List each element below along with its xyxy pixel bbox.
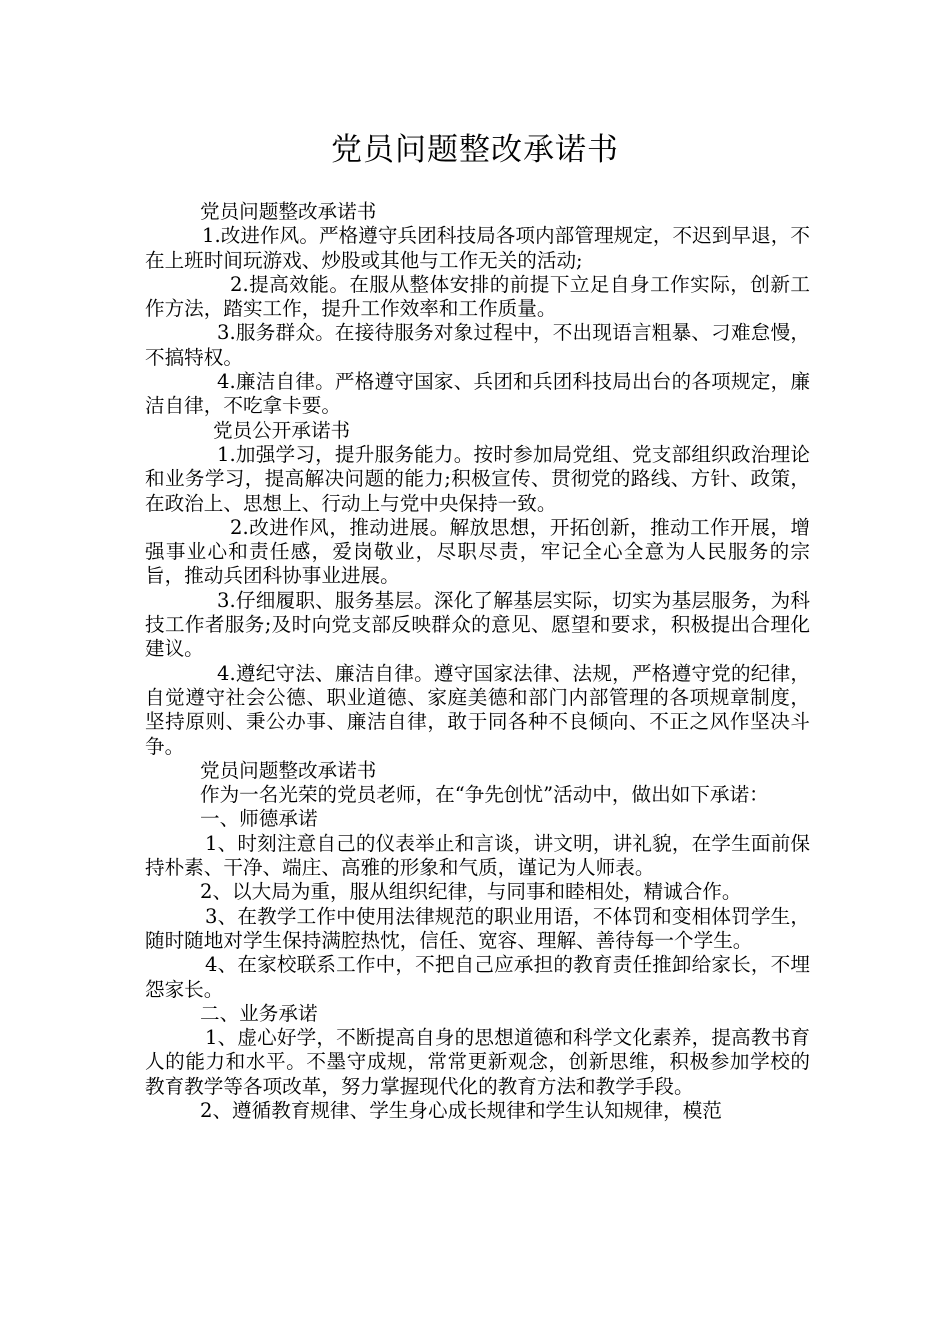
paragraph: 1.改进作风。严格遵守兵团科技局各项内部管理规定，不迟到早退，不在上班时间玩游戏、炒股或其他与工作无关的活动; bbox=[145, 224, 810, 272]
section-heading: 党员公开承诺书 bbox=[213, 418, 351, 442]
document-title: 党员问题整改承诺书 bbox=[331, 132, 619, 168]
paragraph: 4.遵纪守法、廉洁自律。遵守国家法律、法规，严格遵守党的纪律，自觉遵守社会公德、职业道德、家庭美德和部门内部管理的各项规章制度，坚持原则、秉公办事、廉洁自律，敢于同各种不良倾向、不正之风作坚决斗争。 bbox=[145, 661, 810, 758]
paragraph: 1、时刻注意自己的仪表举止和言谈，讲文明，讲礼貌，在学生面前保持朴素、干净、端庄、高雅的形象和气质，谨记为人师表。 bbox=[145, 831, 810, 880]
paragraph: 2.改进作风，推动进展。解放思想，开拓创新，推动工作开展，增强事业心和责任感，爱岗敬业，尽职尽责，牢记全心全意为人民服务的宗旨，推动兵团科协事业进展。 bbox=[145, 515, 810, 588]
paragraph: 3.仔细履职、服务基层。深化了解基层实际，切实为基层服务，为科技工作者服务;及时向党支部反映群众的意见、愿望和要求，积极提出合理化建议。 bbox=[145, 588, 810, 661]
paragraph: 3.服务群众。在接待服务对象过程中，不出现语言粗暴、刁难怠慢，不搞特权。 bbox=[145, 321, 810, 369]
section-heading: 党员问题整改承诺书 bbox=[200, 758, 377, 782]
paragraph: 2、遵循教育规律、学生身心成长规律和学生认知规律，模范 bbox=[200, 1098, 722, 1122]
paragraph: 3、在教学工作中使用法律规范的职业用语，不体罚和变相体罚学生，随时随地对学生保持满腔热忱，信任、宽容、理解、善待每一个学生。 bbox=[145, 904, 810, 952]
paragraph: 1、虚心好学，不断提高自身的思想道德和科学文化素养，提高教书育人的能力和水平。不墨守成规，常常更新观念，创新思维，积极参加学校的教育教学等各项改革，努力掌握现代化的教育方法和教学手段。 bbox=[145, 1026, 810, 1098]
section-heading: 党员问题整改承诺书 bbox=[200, 200, 377, 223]
subsection-heading: 一、师德承诺 bbox=[200, 807, 318, 831]
paragraph: 2.提高效能。在服从整体安排的前提下立足自身工作实际，创新工作方法，踏实工作，提升工作效率和工作质量。 bbox=[145, 272, 810, 321]
paragraph: 4.廉洁自律。严格遵守国家、兵团和兵团科技局出台的各项规定，廉洁自律，不吃拿卡要。 bbox=[145, 370, 810, 418]
paragraph: 作为一名光荣的党员老师，在“争先创忧”活动中，做出如下承诺： bbox=[200, 783, 769, 807]
paragraph: 1.加强学习，提升服务能力。按时参加局党组、党支部组织政治理论和业务学习，提高解决问题的能力;积极宣传、贯彻党的路线、方针、政策，在政治上、思想上、行动上与党中央保持一致。 bbox=[145, 442, 810, 515]
paragraph: 4、在家校联系工作中，不把自己应承担的教育责任推卸给家长，不埋怨家长。 bbox=[145, 953, 810, 1001]
document-body bbox=[145, 200, 810, 1123]
paragraph: 2、以大局为重，服从组织纪律，与同事和睦相处，精诚合作。 bbox=[200, 880, 742, 904]
subsection-heading: 二、业务承诺 bbox=[200, 1001, 318, 1025]
